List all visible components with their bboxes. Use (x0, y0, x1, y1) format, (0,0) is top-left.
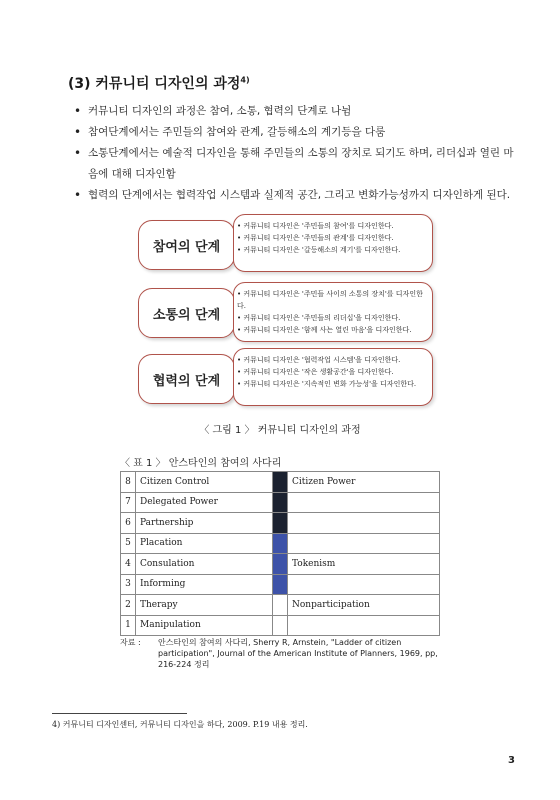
table-source (120, 637, 450, 670)
table-row (121, 533, 440, 554)
stage-communication (138, 282, 438, 342)
stage-item: • 커뮤니티 디자인은 '함께 사는 열린 마음'을 디자인한다. (237, 326, 412, 334)
rung-number: 3 (121, 574, 136, 595)
stage-label: 참여의 단계 (138, 220, 235, 270)
bullet-list (72, 101, 522, 206)
stage-item: • 커뮤니티 디자인은 '지속적인 변화 가능성'을 디자인한다. (237, 380, 417, 388)
table-row (121, 492, 440, 513)
stage-cooperation (138, 348, 438, 408)
stage-item: • 커뮤니티 디자인은 '주민들 사이의 소통의 장치'를 디자인한다. (237, 290, 423, 310)
bullet-item: • 참여단계에서는 주민들의 참여와 관계, 갈등해소의 계기등을 다룸 (72, 122, 522, 143)
rung-number: 2 (121, 595, 136, 616)
rung-name: Manipulation (136, 615, 273, 636)
rung-name: Placation (136, 533, 273, 554)
rung-color-bar (273, 533, 288, 554)
footnote: 4) 커뮤니티 디자인센터, 커뮤니티 디자인을 하다, 2009. P.19 내용 정리. (52, 720, 308, 729)
table-row (121, 472, 440, 493)
rung-group (288, 533, 440, 554)
rung-name: Delegated Power (136, 492, 273, 513)
bullet-item: • 소통단계에서는 예술적 디자인을 통해 주민들의 소통의 장치로 되기도 하며, 리더십과 열린 마음에 대해 디자인함 (72, 143, 522, 185)
stage-item: • 커뮤니티 디자인은 '주민들의 리더십'을 디자인한다. (237, 314, 401, 322)
rung-number: 8 (121, 472, 136, 493)
footnote-divider (52, 713, 187, 714)
section-heading: (3) 커뮤니티 디자인의 과정$^{4)}$ (68, 75, 250, 92)
rung-number: 7 (121, 492, 136, 513)
rung-group (288, 615, 440, 636)
rung-number: 4 (121, 554, 136, 575)
stage-item: • 커뮤니티 디자인은 '작은 생활공간'을 디자인한다. (237, 368, 394, 376)
rung-color-bar (273, 595, 288, 616)
rung-color-bar (273, 554, 288, 575)
rung-number: 6 (121, 513, 136, 534)
stage-item: • 커뮤니티 디자인은 '주민들의 관계'를 디자인한다. (237, 234, 394, 242)
rung-group: Nonparticipation (288, 595, 440, 616)
stage-description (233, 214, 433, 272)
page-number: 3 (508, 755, 515, 766)
stage-item: • 커뮤니티 디자인은 '협력작업 시스템'을 디자인한다. (237, 356, 401, 364)
ladder-table (120, 471, 440, 636)
stage-item: • 커뮤니티 디자인은 '갈등해소의 계기'를 디자인한다. (237, 246, 401, 254)
source-label: 자료 : (120, 638, 141, 647)
rung-number: 5 (121, 533, 136, 554)
table-title: 〈 표 1 〉 안스타인의 참여의 사다리 (120, 458, 282, 469)
table-row (121, 574, 440, 595)
stage-participation (138, 214, 438, 274)
stage-description (233, 282, 433, 342)
figure-caption: 〈 그림 1 〉 커뮤니티 디자인의 과정 (199, 425, 361, 436)
rung-name: Citizen Control (136, 472, 273, 493)
rung-group: Citizen Power (288, 472, 440, 493)
process-figure (138, 214, 438, 412)
rung-color-bar (273, 615, 288, 636)
table-row (121, 554, 440, 575)
stage-description (233, 348, 433, 406)
source-text: 안스타인의 참여의 사다리, Sherry R, Arnstein, "Ladder of citizen participation", Journal of the American Institute of Planners, 1969, pp, 216-224 정리 (158, 638, 438, 669)
rung-name: Consulation (136, 554, 273, 575)
rung-color-bar (273, 513, 288, 534)
table-row (121, 615, 440, 636)
stage-label: 협력의 단계 (138, 354, 235, 404)
rung-group (288, 492, 440, 513)
rung-color-bar (273, 574, 288, 595)
table-row (121, 513, 440, 534)
rung-group: Tokenism (288, 554, 440, 575)
footnote-ref: 4) (240, 75, 250, 85)
rung-group (288, 513, 440, 534)
rung-name: Partnership (136, 513, 273, 534)
bullet-item: • 협력의 단계에서는 협력작업 시스템과 실제적 공간, 그리고 변화가능성까지 디자인하게 된다. (72, 185, 522, 206)
rung-name: Therapy (136, 595, 273, 616)
stage-label: 소통의 단계 (138, 288, 235, 338)
rung-number: 1 (121, 615, 136, 636)
rung-name: Informing (136, 574, 273, 595)
bullet-item: • 커뮤니티 디자인의 과정은 참여, 소통, 협력의 단계로 나뉨 (72, 101, 522, 122)
stage-item: • 커뮤니티 디자인은 '주민들의 참여'를 디자인한다. (237, 222, 394, 230)
table-row (121, 595, 440, 616)
rung-color-bar (273, 472, 288, 493)
rung-color-bar (273, 492, 288, 513)
rung-group (288, 574, 440, 595)
